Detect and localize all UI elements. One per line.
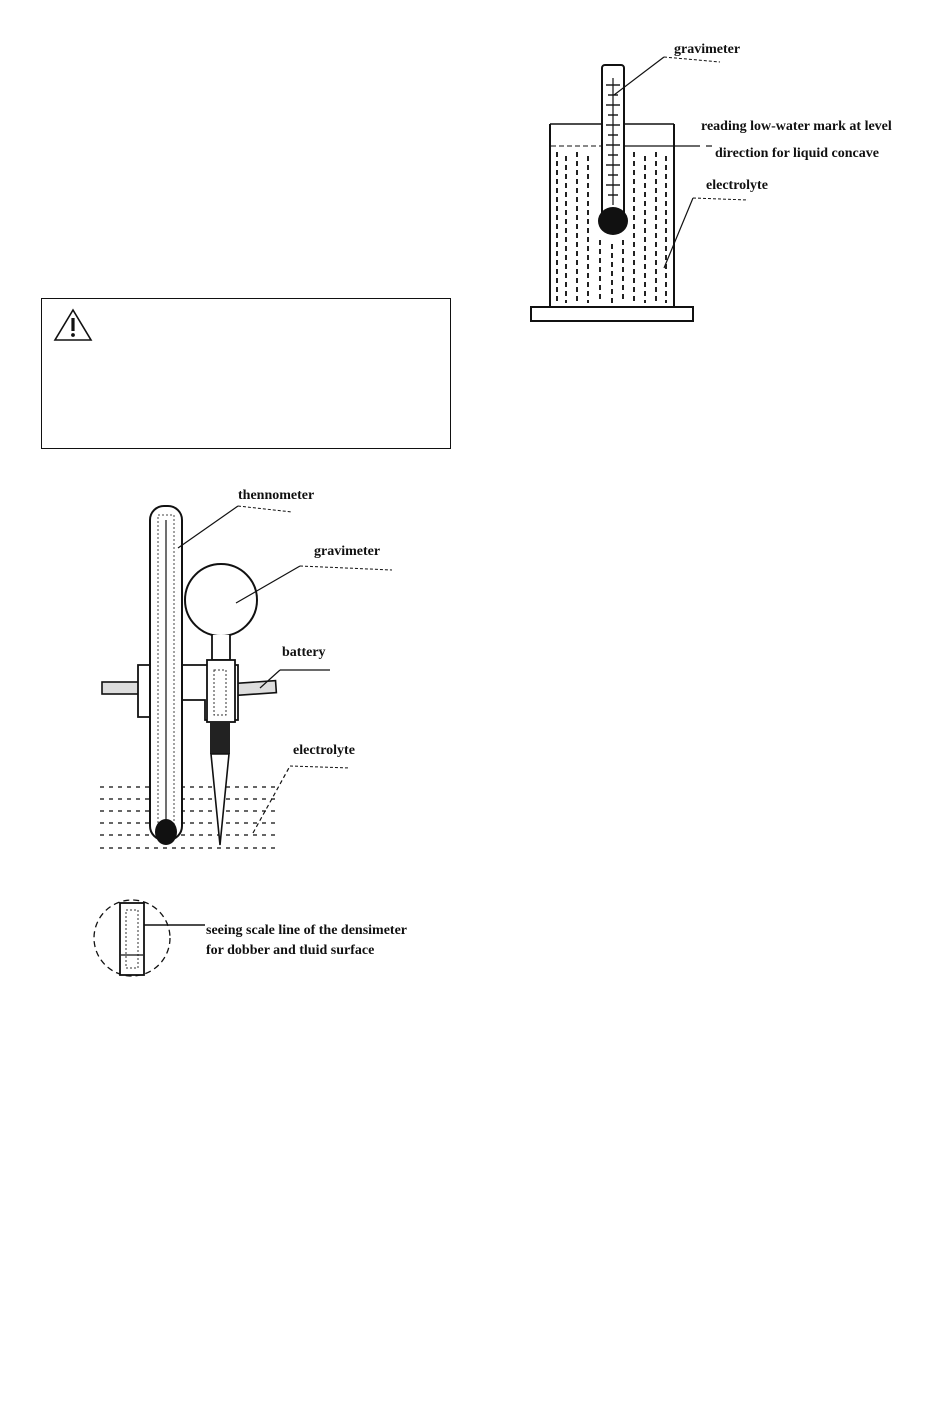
label-detail-line1: seeing scale line of the densimeter [206,923,408,938]
label-battery: battery [282,645,326,660]
label-thermometer: thennometer [238,488,315,503]
label-electrolyte-middle: electrolyte [293,743,355,758]
label-gravimeter-top: gravimeter [674,42,741,57]
label-gravimeter-middle: gravimeter [314,544,381,559]
label-electrolyte-top: electrolyte [706,178,768,193]
label-reading-mark-line2: direction for liquid concave [715,146,879,161]
label-detail-line2: for dobber and tluid surface [206,943,375,958]
label-reading-mark-line1: reading low-water mark at level [701,119,892,134]
